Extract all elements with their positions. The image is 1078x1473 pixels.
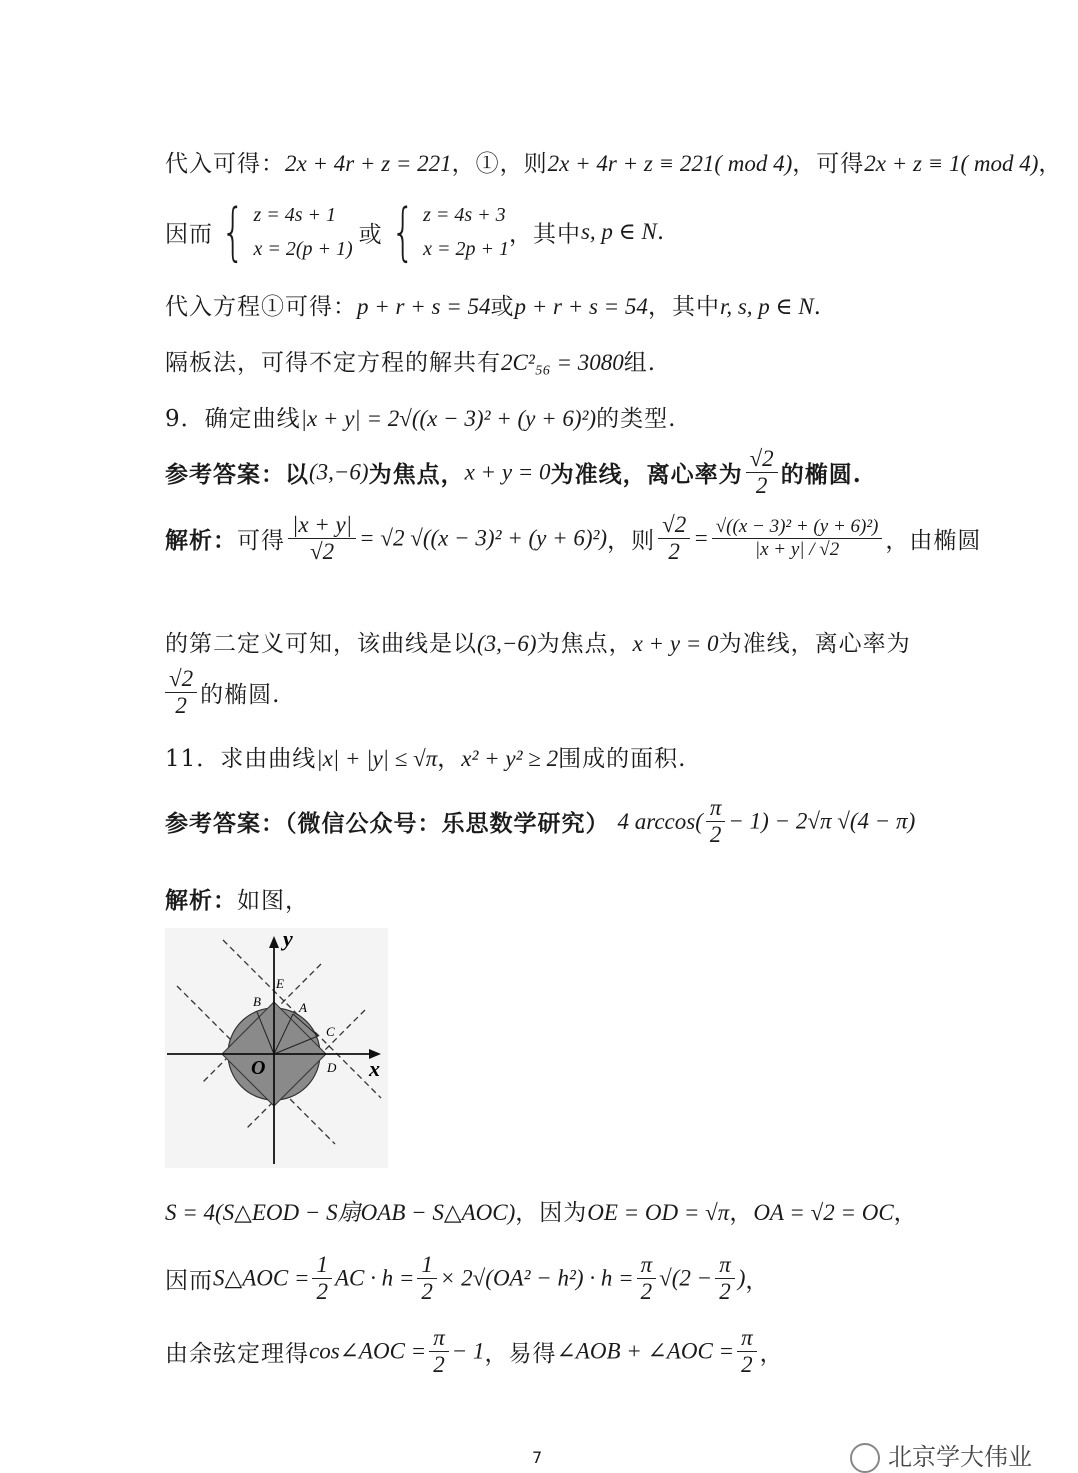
text: 隔板法，可得不定方程的解共有 xyxy=(165,350,501,376)
math: 2x + 4r + z = 221 xyxy=(285,151,452,176)
line-equation-sub xyxy=(165,288,822,321)
text: 求由曲线 xyxy=(220,746,317,772)
text: ，因为 xyxy=(515,1200,588,1226)
text: 的类型. xyxy=(596,406,677,432)
eq: z = 4s + 3 xyxy=(423,204,506,226)
math: = xyxy=(693,525,709,551)
wechat-icon xyxy=(850,1443,880,1473)
left-brace: { xyxy=(221,195,246,268)
denominator: 2 xyxy=(421,1279,433,1304)
text: 代入可得： xyxy=(165,151,285,177)
math: √(2 − xyxy=(659,1265,713,1291)
text: 为焦点， xyxy=(536,631,633,657)
text: ， xyxy=(759,1341,784,1367)
text: ，可得 xyxy=(792,151,865,177)
text: 或 xyxy=(490,294,515,320)
text: . xyxy=(656,219,666,245)
page-number: 7 xyxy=(532,1448,543,1467)
numerator: π xyxy=(637,1252,657,1279)
text: 确定曲线 xyxy=(204,406,301,432)
answer-11 xyxy=(165,795,915,848)
text: 的椭圆. xyxy=(780,461,862,488)
text: 围成的面积. xyxy=(558,746,687,772)
eq: x = 2p + 1 xyxy=(423,238,509,260)
question-number: 9． xyxy=(165,406,205,432)
fraction xyxy=(165,666,197,719)
geometry-figure xyxy=(165,928,388,1168)
math: × 2√(OA² − h²) · h = xyxy=(439,1265,634,1291)
solution-label: 解析： xyxy=(165,887,237,914)
numerator: π xyxy=(715,1252,735,1279)
text: 的第二定义可知，该曲线是以 xyxy=(165,631,477,657)
text: 组. xyxy=(623,350,657,376)
point-d-label: D xyxy=(327,1060,337,1075)
text: 以 xyxy=(285,461,309,488)
line-substitution xyxy=(165,145,1062,178)
math: S = 4(S△EOD − S扇OAB − S△AOC) xyxy=(165,1200,516,1225)
math: x² + y² ≥ 2 xyxy=(461,746,559,771)
text: 的椭圆. xyxy=(200,682,281,708)
solution-label: 解析： xyxy=(165,527,237,554)
x-axis-label: x xyxy=(369,1056,380,1081)
denominator: 2 xyxy=(668,539,680,564)
math: (3,−6) xyxy=(309,459,369,485)
y-axis-label: y xyxy=(283,928,293,951)
math: |x + y| = 2√((x − 3)² + (y + 6)²) xyxy=(300,406,597,431)
denominator: 2 xyxy=(316,1279,328,1304)
eq: z = 4s + 1 xyxy=(253,204,337,226)
point-e-label: E xyxy=(276,976,284,991)
text: ，其中 xyxy=(508,221,581,248)
text: . xyxy=(813,294,822,320)
math: x + y = 0 xyxy=(464,459,551,485)
text: 为准线，离心率为 xyxy=(718,631,911,657)
fraction xyxy=(417,1252,437,1305)
fraction xyxy=(429,1325,449,1378)
math: s, p ∈ N xyxy=(580,219,657,244)
question-number: 11． xyxy=(165,746,221,772)
system-2 xyxy=(423,198,509,266)
origin-label: O xyxy=(251,1057,266,1079)
answer-label: 参考答案： xyxy=(165,461,285,488)
solution-9 xyxy=(165,512,981,565)
text: ， xyxy=(745,1268,770,1294)
math: x + y = 0 xyxy=(632,631,719,656)
math: ∠AOB + ∠AOC = xyxy=(556,1338,735,1364)
text: ， xyxy=(893,1200,918,1226)
fraction xyxy=(658,512,690,565)
fraction xyxy=(712,516,883,561)
math: S△AOC = xyxy=(213,1265,310,1291)
math: AC · h = xyxy=(334,1265,415,1291)
math: = √2 √((x − 3)² + (y + 6)²) xyxy=(359,525,608,551)
denominator: 2 xyxy=(755,473,768,498)
line-partition xyxy=(165,344,656,377)
denominator: |x + y| / √2 xyxy=(754,539,840,560)
numerator: π xyxy=(737,1325,757,1352)
numerator: π xyxy=(429,1325,449,1352)
equation-area xyxy=(165,1194,918,1227)
numerator: √((x − 3)² + (y + 6)²) xyxy=(712,516,883,539)
math: ) xyxy=(737,1265,746,1291)
text: ，则 xyxy=(607,528,656,554)
math: cos∠AOC = xyxy=(309,1338,427,1364)
math: (3,−6) xyxy=(477,631,537,656)
text: 代入方程①可得： xyxy=(165,294,357,320)
text: ，易得 xyxy=(484,1341,557,1367)
equation-cosine xyxy=(165,1325,784,1378)
math: 2C²₅₆ = 3080 xyxy=(501,350,624,375)
denominator: √2 xyxy=(309,539,335,564)
numerator: 1 xyxy=(312,1252,332,1279)
figure-svg xyxy=(165,928,388,1168)
text: 可得 xyxy=(237,528,285,554)
denominator: 2 xyxy=(640,1279,653,1304)
solution-9-end xyxy=(165,666,280,719)
text: ， xyxy=(437,746,462,772)
numerator: π xyxy=(706,795,726,822)
math: p + r + s = 54 xyxy=(357,294,491,319)
point-b-label: B xyxy=(253,994,261,1009)
fraction xyxy=(746,446,778,499)
text: ，其中 xyxy=(647,294,720,320)
equation-triangle xyxy=(165,1252,769,1305)
line-system xyxy=(165,195,666,268)
text: 为焦点， xyxy=(368,461,465,488)
math: 4 arccos( xyxy=(617,808,703,834)
fraction xyxy=(737,1325,757,1378)
math: |x| + |y| ≤ √π xyxy=(316,746,438,771)
text: ，①，则 xyxy=(451,151,548,177)
fraction xyxy=(637,1252,657,1305)
answer-label: 参考答案：（微信公众号：乐思数学研究） xyxy=(165,810,610,837)
math: − 1) − 2√π √(4 − π) xyxy=(728,808,916,834)
text: 为准线，离心率为 xyxy=(550,461,743,488)
text: ，由椭圆 xyxy=(885,528,982,554)
math: 2x + 4r + z ≡ 221( mod 4) xyxy=(547,151,793,176)
point-a-label: A xyxy=(299,1000,307,1015)
numerator: √2 xyxy=(165,666,197,693)
numerator: √2 xyxy=(658,512,690,539)
fraction xyxy=(715,1252,735,1305)
numerator: |x + y| xyxy=(288,512,356,539)
math: OA = √2 = OC xyxy=(753,1200,894,1225)
text: 因而 xyxy=(165,1268,213,1294)
denominator: 2 xyxy=(433,1352,445,1377)
text: 由余弦定理得 xyxy=(165,1341,309,1367)
fraction xyxy=(288,512,356,565)
point-c-label: C xyxy=(326,1024,335,1039)
watermark-text: 北京学大伟业 xyxy=(888,1443,1032,1471)
denominator: 2 xyxy=(709,822,722,847)
numerator: √2 xyxy=(746,446,778,473)
text: 因而 xyxy=(165,221,213,248)
fraction xyxy=(312,1252,332,1305)
fraction xyxy=(706,795,726,848)
solution-11 xyxy=(165,882,309,915)
numerator: 1 xyxy=(417,1252,437,1279)
eq: x = 2(p + 1) xyxy=(253,238,353,260)
math: p + r + s = 54 xyxy=(514,294,648,319)
text: 如图， xyxy=(237,888,309,914)
y-arrow-icon xyxy=(269,936,279,948)
left-brace: { xyxy=(390,195,416,268)
denominator: 2 xyxy=(175,693,187,718)
question-11 xyxy=(165,740,686,773)
math: 2x + z ≡ 1( mod 4) xyxy=(864,151,1039,176)
denominator: 2 xyxy=(741,1352,753,1377)
math: − 1 xyxy=(451,1338,485,1364)
question-9 xyxy=(165,400,676,433)
math: OE = OD = √π xyxy=(587,1200,730,1225)
text: ， xyxy=(729,1200,754,1226)
text: 或 xyxy=(358,221,383,248)
system-1 xyxy=(253,198,352,266)
answer-9 xyxy=(165,446,862,499)
watermark xyxy=(850,1437,1032,1473)
denominator: 2 xyxy=(719,1279,731,1304)
solution-9-cont xyxy=(165,625,911,658)
math: r, s, p ∈ N xyxy=(719,294,814,319)
text: ， xyxy=(1038,151,1063,177)
